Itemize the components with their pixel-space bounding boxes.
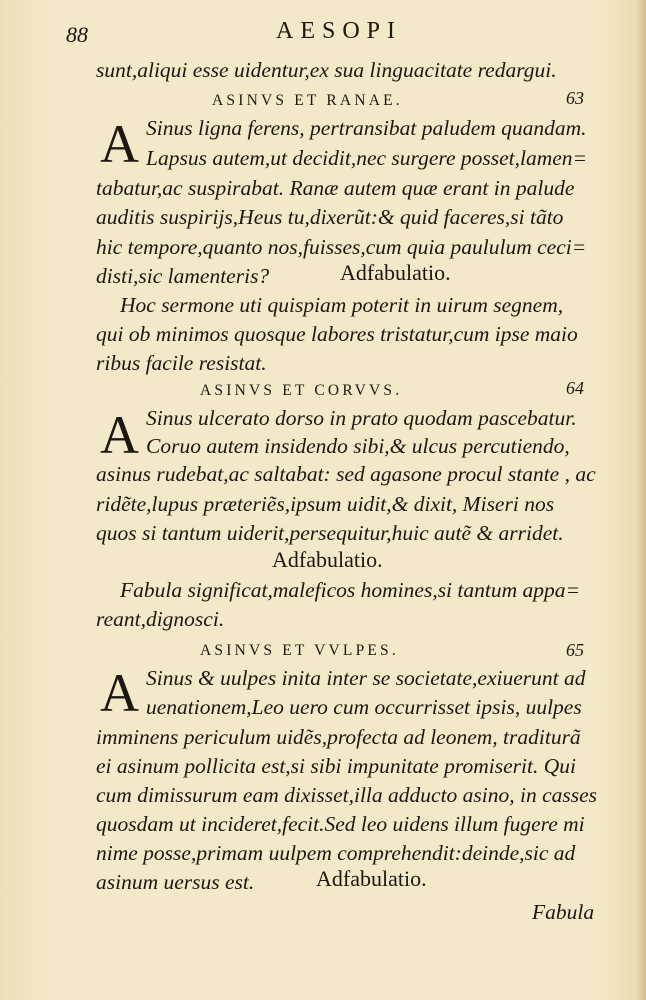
text-line: Lapsus autem,ut decidit,nec surgere posset,lamen= bbox=[146, 146, 588, 170]
text-line: uenationem,Leo uero cum occurrisset ipsis, uulpes bbox=[146, 695, 582, 719]
moral-heading: Adfabulatio. bbox=[272, 547, 383, 572]
fable-number: 64 bbox=[566, 378, 584, 398]
text-line: quos si tantum uiderit,persequitur,huic autẽ & arridet. bbox=[96, 521, 564, 545]
text-line: Fabula significat,maleficos homines,si tantum appa= bbox=[120, 578, 581, 602]
text-line: imminens periculum uidẽs,profecta ad leonem, traditurã bbox=[96, 725, 581, 749]
text-line: qui ob minimos quosque labores tristatur,cum ipse maio bbox=[96, 322, 578, 346]
text-line: asinum uersus est. bbox=[96, 870, 255, 894]
decorated-initial: A bbox=[100, 405, 139, 465]
decorated-initial: A bbox=[100, 663, 139, 723]
text-line: Sinus ligna ferens, pertransibat paludem quandam. bbox=[146, 116, 587, 140]
text-line: Sinus & uulpes inita inter se societate,exiuerunt ad bbox=[146, 666, 586, 690]
text-line: ei asinum pollicita est,si sibi impunitate promiserit. Qui bbox=[96, 754, 576, 778]
text-line: Hoc sermone uti quispiam poterit in uirum segnem, bbox=[120, 293, 564, 317]
fable-number: 65 bbox=[566, 640, 584, 660]
text-line: asinus rudebat,ac saltabat: sed agasone procul stante , ac bbox=[96, 462, 596, 486]
text-line: cum dimissurum eam dixisset,illa adducto asino, in casses bbox=[96, 783, 598, 807]
text-line: nime posse,primam uulpem comprehendit:deinde,sic ad bbox=[96, 841, 576, 865]
text-line: quosdam ut incideret,fecit.Sed leo uidens illum fugere mi bbox=[96, 812, 585, 836]
text-line: Sinus ulcerato dorso in prato quodam pascebatur. bbox=[146, 406, 577, 430]
text-line: disti,sic lamenteris? bbox=[96, 264, 270, 288]
fable-title: ASINVS ET CORVVS. bbox=[200, 382, 403, 399]
text-line: hic tempore,quanto nos,fuisses,cum quia paululum ceci= bbox=[96, 235, 587, 259]
catchword: Fabula bbox=[532, 900, 595, 924]
text-line: ridẽte,lupus præteriẽs,ipsum uidit,& dixit, Miseri nos bbox=[96, 492, 555, 516]
fable-number: 63 bbox=[566, 88, 584, 108]
fable-title: ASINVS ET RANAE. bbox=[212, 92, 403, 109]
moral-heading: Adfabulatio. bbox=[340, 260, 451, 285]
running-title: AESOPI bbox=[276, 18, 403, 44]
moral-heading: Adfabulatio. bbox=[316, 866, 427, 891]
page-number: 88 bbox=[66, 22, 88, 47]
page-edge-shadow bbox=[636, 0, 646, 1000]
text-line: ribus facile resistat. bbox=[96, 351, 267, 375]
text-line: auditis suspirijs,Heus tu,dixerũt:& quid faceres,si tãto bbox=[96, 205, 564, 229]
fable-title: ASINVS ET VVLPES. bbox=[200, 642, 399, 659]
text-line: Coruo autem insidendo sibi,& ulcus percutiendo, bbox=[146, 434, 570, 458]
text-line: tabatur,ac suspirabat. Ranæ autem quæ erant in palude bbox=[96, 176, 575, 200]
running-header bbox=[66, 18, 596, 48]
text-line: reant,dignosci. bbox=[96, 607, 225, 631]
decorated-initial: A bbox=[100, 114, 139, 174]
text-line: sunt,aliqui esse uidentur,ex sua linguacitate redargui. bbox=[96, 58, 557, 82]
